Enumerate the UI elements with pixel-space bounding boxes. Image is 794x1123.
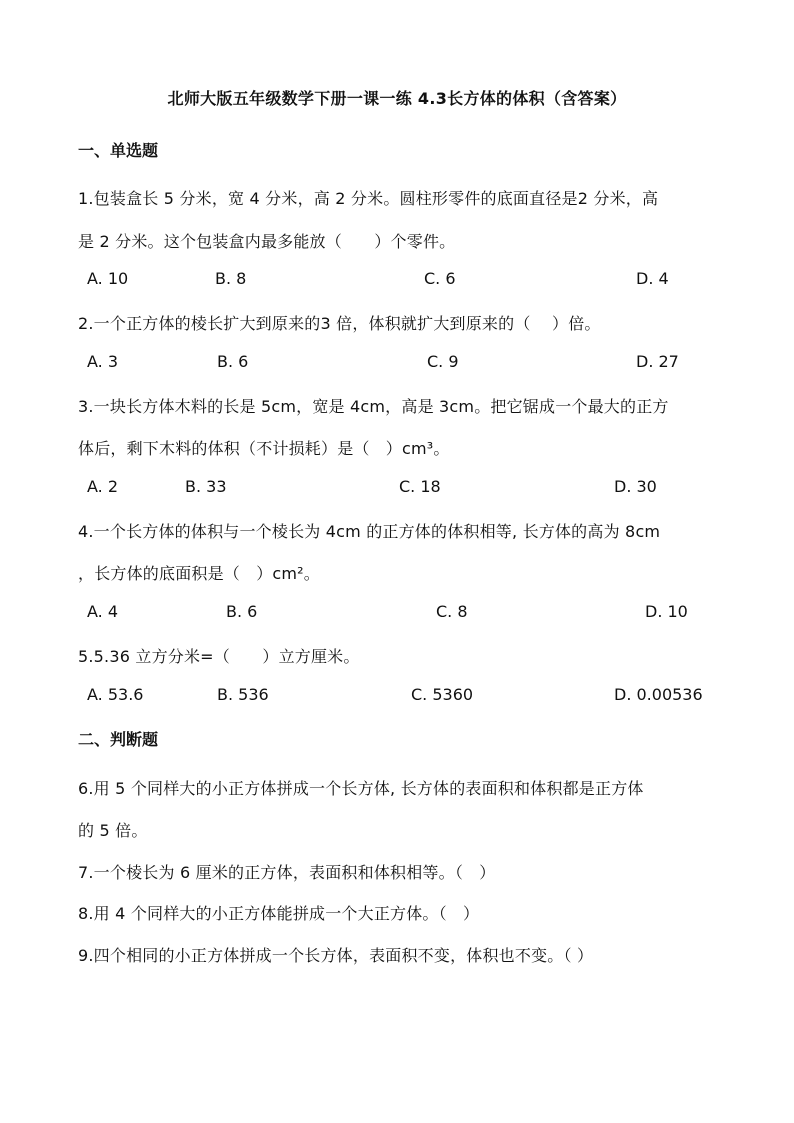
question-3-line-1: 3.一块长方体木料的长是 5cm，宽是 4cm，高是 3cm。把它锯成一个最大的正方 (78, 397, 669, 416)
question-9-line-1: 9.四个相同的小正方体拼成一个长方体，表面积不变，体积也不变。（ ） (78, 946, 594, 965)
question-3-option-c: C. 18 (399, 477, 441, 496)
question-4-option-b: B. 6 (226, 602, 258, 621)
question-4-option-a: A. 4 (87, 602, 119, 621)
page-title: 北师大版五年级数学下册一课一练 4.3长方体的体积（含答案） (167, 89, 627, 108)
question-5-option-c: C. 5360 (411, 685, 474, 704)
question-1-option-c: C. 6 (424, 269, 456, 288)
question-8-line-1: 8.用 4 个同样大的小正方体能拼成一个大正方体。（ ） (78, 904, 480, 923)
question-3-option-d: D. 30 (614, 477, 657, 496)
question-4-line-1: 4.一个长方体的体积与一个棱长为 4cm 的正方体的体积相等, 长方体的高为 8cm (78, 522, 661, 541)
question-5-options (0, 685, 794, 707)
question-1-line-2: 是 2 分米。这个包装盒内最多能放（ ）个零件。 (78, 232, 456, 251)
question-6-line-2: 的 5 倍。 (78, 821, 148, 840)
question-4-options (0, 602, 794, 624)
question-7-line-1: 7.一个棱长为 6 厘米的正方体，表面积和体积相等。（ ） (78, 863, 496, 882)
question-5-line-1: 5.5.36 立方分米=（ ）立方厘米。 (78, 647, 360, 666)
section-heading-single-choice: 一、单选题 (78, 141, 159, 160)
question-4-option-d: D. 10 (645, 602, 688, 621)
question-5-option-d: D. 0.00536 (614, 685, 703, 704)
question-2-option-c: C. 9 (427, 352, 459, 371)
question-2-option-b: B. 6 (217, 352, 249, 371)
question-5-option-b: B. 536 (217, 685, 269, 704)
question-1-option-b: B. 8 (215, 269, 247, 288)
question-6-line-1: 6.用 5 个同样大的小正方体拼成一个长方体, 长方体的表面积和体积都是正方体 (78, 779, 644, 798)
question-2-option-d: D. 27 (636, 352, 679, 371)
question-1-line-1: 1.包装盒长 5 分米，宽 4 分米，高 2 分米。圆柱形零件的底面直径是2 分米，高 (78, 189, 659, 208)
question-5-option-a: A. 53.6 (87, 685, 144, 704)
question-2-option-a: A. 3 (87, 352, 119, 371)
question-1-option-d: D. 4 (636, 269, 669, 288)
question-3-options (0, 477, 794, 499)
question-1-options (0, 269, 794, 291)
question-1-option-a: A. 10 (87, 269, 129, 288)
question-3-line-2: 体后，剩下木料的体积（不计损耗）是（ ）cm³。 (78, 439, 450, 458)
question-4-line-2: ，长方体的底面积是（ ）cm²。 (78, 564, 320, 583)
question-2-options (0, 352, 794, 374)
question-3-option-b: B. 33 (185, 477, 227, 496)
section-heading-true-false: 二、判断题 (78, 730, 159, 749)
question-4-option-c: C. 8 (436, 602, 468, 621)
question-3-option-a: A. 2 (87, 477, 119, 496)
question-2-line-1: 2.一个正方体的棱长扩大到原来的3 倍，体积就扩大到原来的（ ）倍。 (78, 314, 601, 333)
